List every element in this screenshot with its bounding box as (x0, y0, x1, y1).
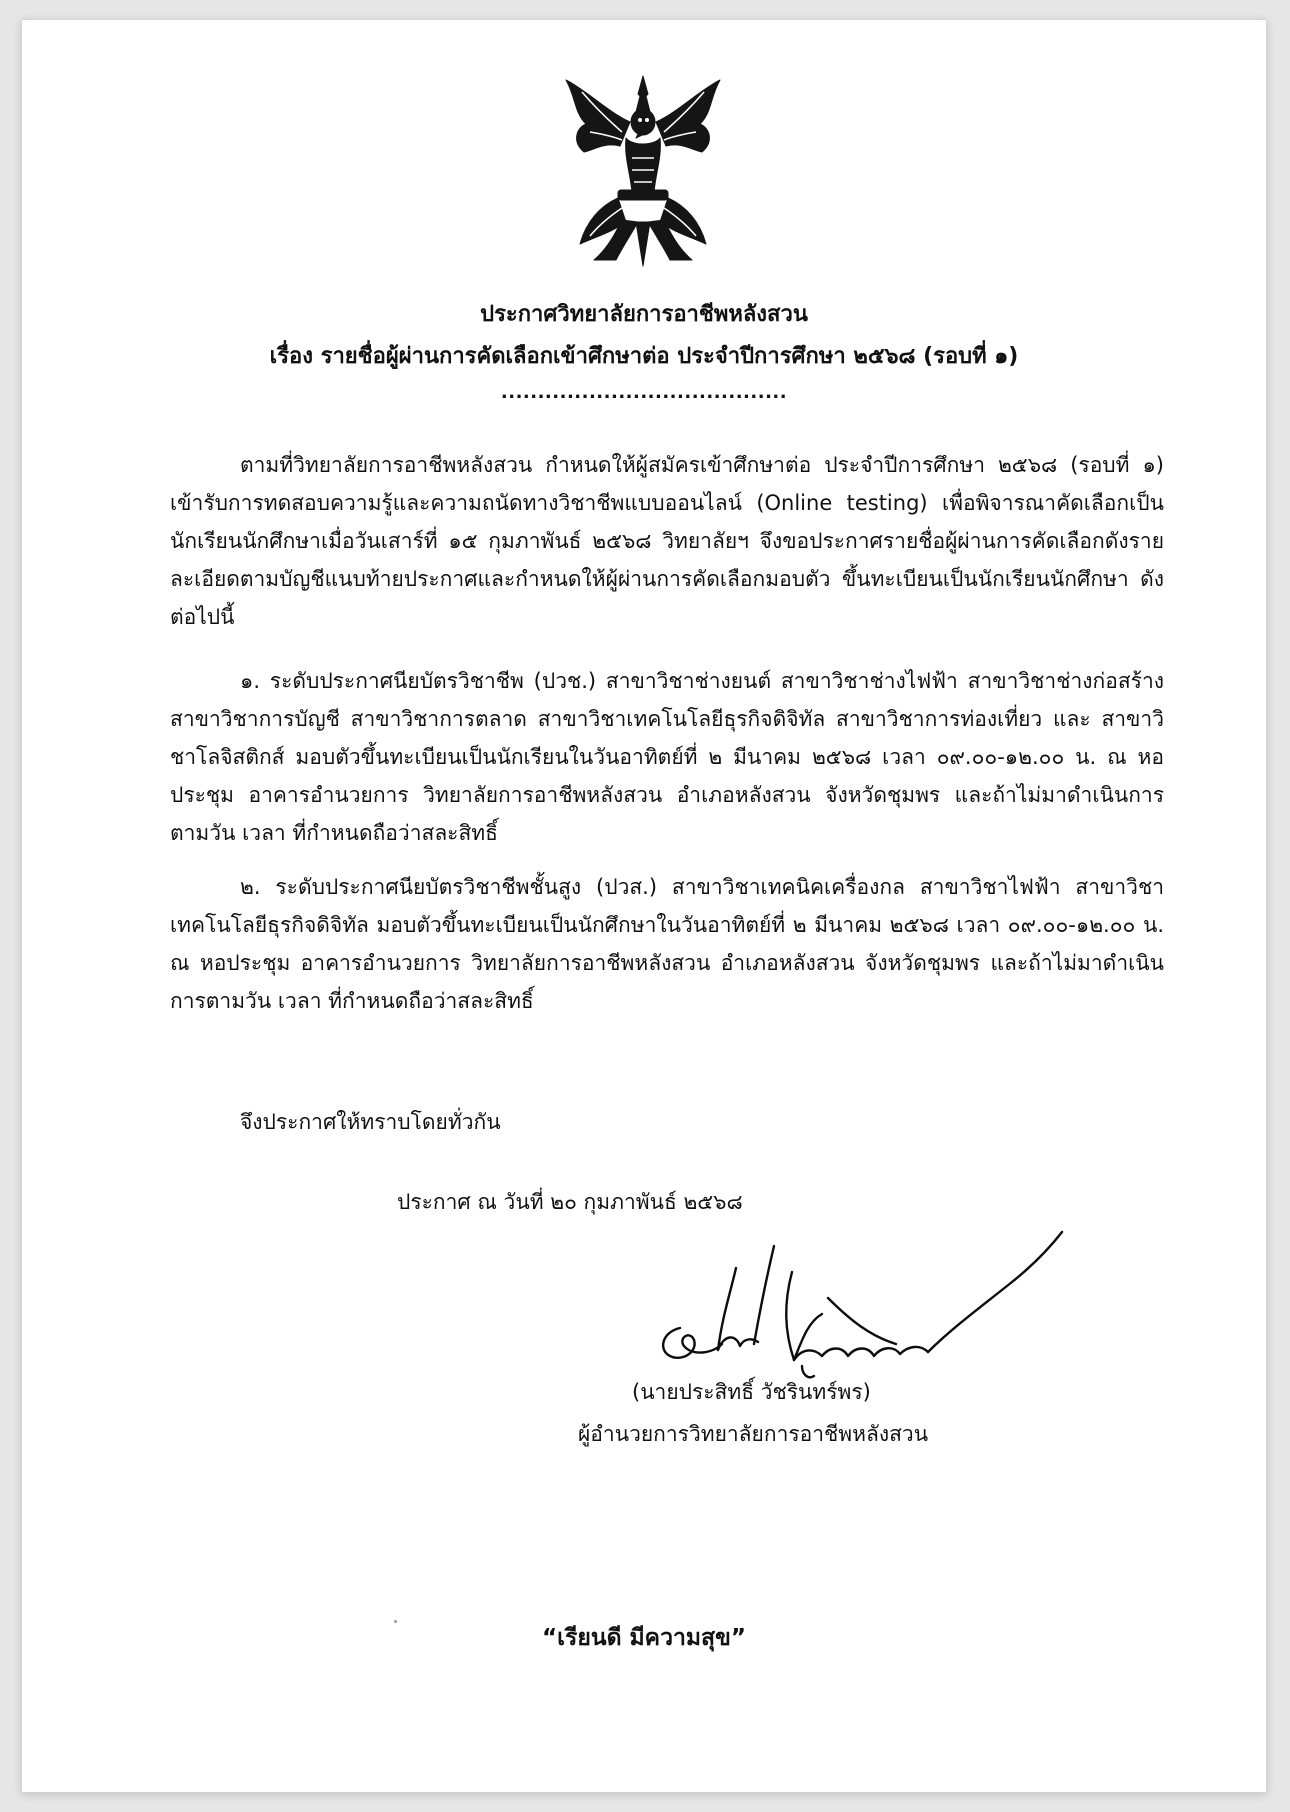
announcement-subject: เรื่อง รายชื่อผู้ผ่านการคัดเลือกเข้าศึกษาต่อ ประจำปีการศึกษา ๒๕๖๘ (รอบที่ ๑) (269, 344, 1019, 369)
signer-position: ผู้อำนวยการวิทยาลัยการอาชีพหลังสวน (578, 1422, 929, 1446)
garuda-emblem-icon (560, 72, 726, 268)
title-divider: ....................................... (500, 382, 788, 403)
signer-name: (นายประสิทธิ์ วัชรินทร์พร) (632, 1380, 871, 1404)
closing-statement: จึงประกาศให้ทราบโดยทั่วกัน (240, 1110, 501, 1134)
announcement-title: ประกาศวิทยาลัยการอาชีพหลังสวน (480, 302, 808, 327)
item-1-paragraph: ๑. ระดับประกาศนียบัตรวิชาชีพ (ปวช.) สาขาวิชาช่างยนต์ สาขาวิชาช่างไฟฟ้า สาขาวิชาช่างก่อสร้าง สาขาวิชาการบัญชี สาขาวิชาการตลาด สาขาวิชาเทคโนโลยีธุรกิจดิจิทัล สาขาวิชาการท่องเที่ยว และ สาขาวิชาโลจิสติกส์ มอบตัวขึ้นทะเบียนเป็นนักเรียนในวันอาทิตย์ที่ ๒ มีนาคม ๒๕๖๘ เวลา ๐๙.๐๐-๑๒.๐๐ น. ณ หอประชุม อาคารอำนวยการ วิทยาลัยการอาชีพหลังสวน อำเภอหลังสวน จังหวัดชุมพร และถ้าไม่มาดำเนินการตามวัน เวลา ที่กำหนดถือว่าสละสิทธิ์ (170, 669, 1164, 845)
item-2-paragraph: ๒. ระดับประกาศนียบัตรวิชาชีพชั้นสูง (ปวส.) สาขาวิชาเทคนิคเครื่องกล สาขาวิชาไฟฟ้า สาขาวิชาเทคโนโลยีธุรกิจดิจิทัล มอบตัวขึ้นทะเบียนเป็นนักศึกษาในวันอาทิตย์ที่ ๒ มีนาคม ๒๕๖๘ เวลา ๐๙.๐๐-๑๒.๐๐ น. ณ หอประชุม อาคารอำนวยการ วิทยาลัยการอาชีพหลังสวน อำเภอหลังสวน จังหวัดชุมพร และถ้าไม่มาดำเนินการตามวัน เวลา ที่กำหนดถือว่าสละสิทธิ์ (170, 875, 1164, 1013)
college-motto: “เรียนดี มีความสุข” (542, 1625, 746, 1651)
intro-paragraph: ตามที่วิทยาลัยการอาชีพหลังสวน กำหนดให้ผู้สมัครเข้าศึกษาต่อ ประจำปีการศึกษา ๒๕๖๘ (รอบที่ ๑) เข้ารับการทดสอบความรู้และความถนัดทางวิชาชีพแบบออนไลน์ (Online testing) เพื่อพิจารณาคัดเลือกเป็นนักเรียนนักศึกษาเมื่อวันเสาร์ที่ ๑๕ กุมภาพันธ์ ๒๕๖๘ วิทยาลัยฯ จึงขอประกาศรายชื่อผู้ผ่านการคัดเลือกดังรายละเอียดตามบัญชีแนบท้ายประกาศและกำหนดให้ผู้ผ่านการคัดเลือกมอบตัว ขึ้นทะเบียนเป็นนักเรียนนักศึกษา ดังต่อไปนี้ (170, 453, 1164, 629)
announcement-date: ประกาศ ณ วันที่ ๒๐ กุมภาพันธ์ ๒๕๖๘ (397, 1190, 743, 1214)
announcement-page (22, 20, 1266, 1792)
handwritten-signature (652, 1210, 1112, 1400)
